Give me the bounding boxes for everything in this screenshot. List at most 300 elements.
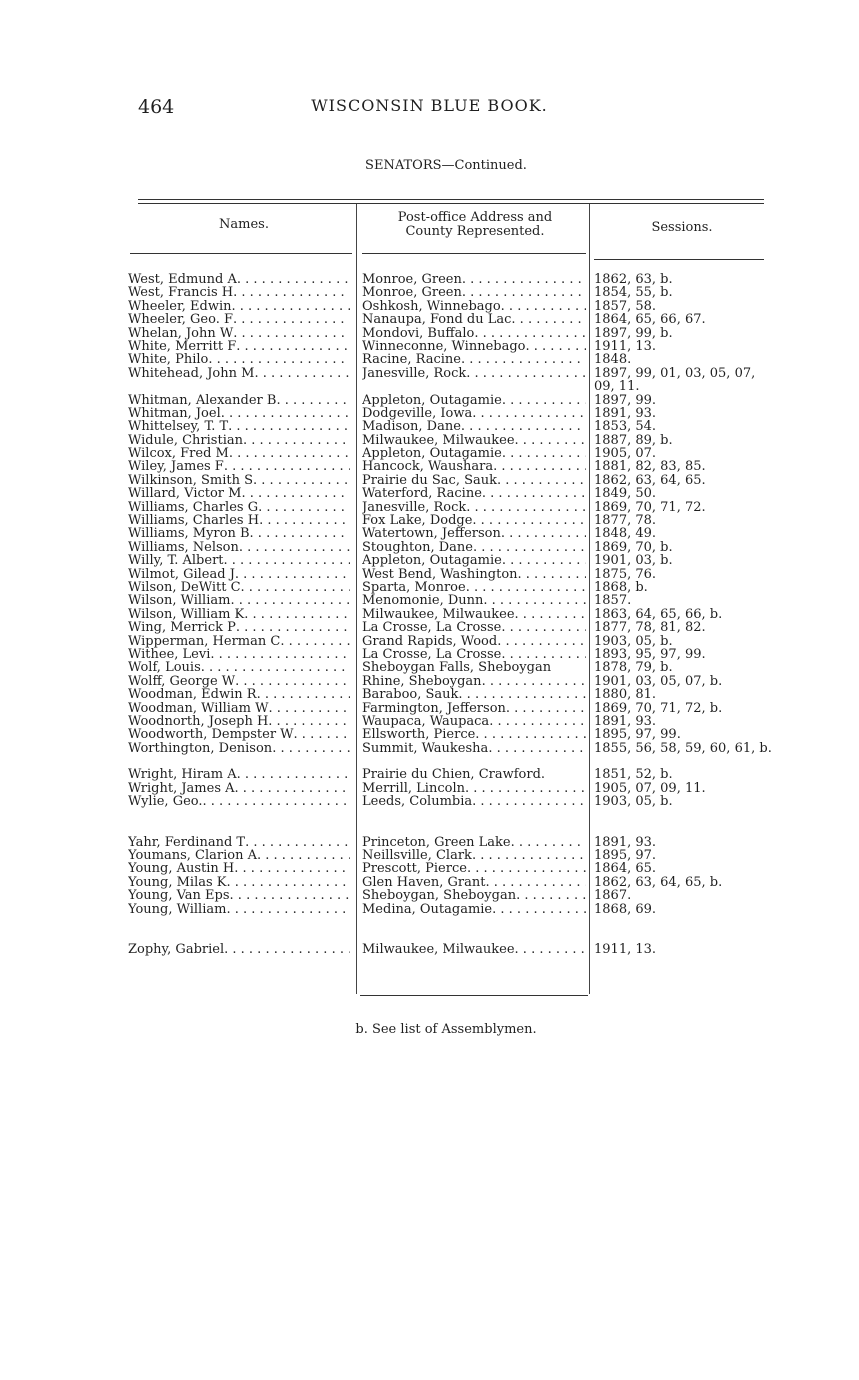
senator-sessions: 1848, 49.	[594, 527, 657, 541]
senator-address	[362, 527, 586, 540]
dot-leader	[224, 554, 350, 567]
senator-address-text: Neillsville, Clark	[362, 849, 472, 863]
senator-address-text: Nanaupa, Fond du Lac	[362, 313, 512, 327]
senator-address	[362, 353, 586, 366]
senator-name	[128, 554, 350, 567]
senator-name-text: Wilson, William	[128, 594, 231, 608]
senator-address	[362, 688, 586, 701]
senator-name	[128, 367, 350, 380]
senator-address-text: Appleton, Outagamie	[362, 447, 502, 461]
dot-leader	[462, 273, 586, 286]
senator-address	[362, 541, 586, 554]
senator-address: Prairie du Chien, Crawford.	[362, 768, 546, 782]
dot-leader	[243, 434, 350, 447]
dot-leader	[245, 836, 350, 849]
senator-name	[128, 327, 350, 340]
senator-address	[362, 621, 586, 634]
column-divider-2	[589, 204, 590, 994]
senator-name	[128, 474, 350, 487]
senator-sessions: 1857.	[594, 594, 632, 608]
column-divider-1	[356, 204, 357, 994]
table-top-rule	[138, 199, 764, 200]
dot-leader	[482, 487, 586, 500]
senator-address	[362, 460, 586, 473]
dot-leader	[497, 635, 586, 648]
dot-leader	[516, 889, 586, 902]
senator-address	[362, 367, 586, 380]
senator-name	[128, 608, 350, 621]
senator-address	[362, 394, 586, 407]
dot-leader	[472, 849, 586, 862]
senator-name-text: Wilson, DeWitt C	[128, 581, 241, 595]
senator-name-text: Wright, Hiram A	[128, 768, 237, 782]
dot-leader	[518, 568, 586, 581]
senator-address-text: Waupaca, Waupaca	[362, 714, 490, 729]
dot-leader	[235, 675, 350, 688]
senator-name-text: Williams, Nelson	[128, 540, 239, 555]
dot-leader	[501, 527, 586, 540]
senator-address-text: Menomonie, Dunn	[362, 594, 484, 608]
senator-address	[362, 594, 586, 607]
senator-sessions: 1901, 03, b.	[594, 554, 673, 568]
senator-name-text: West, Edmund A	[128, 273, 237, 287]
senator-address-text: Baraboo, Sauk	[362, 688, 459, 702]
senator-sessions: 1869, 70, b.	[594, 540, 673, 555]
senator-name	[128, 715, 350, 728]
senator-sessions: 1857, 58.	[594, 299, 657, 314]
header-rule-sessions	[594, 259, 764, 260]
dot-leader	[208, 353, 350, 366]
senator-name	[128, 594, 350, 607]
senator-name	[128, 836, 350, 849]
senator-address-text: Leeds, Columbia	[362, 795, 473, 809]
dot-leader	[475, 728, 586, 741]
senator-name-text: Williams, Myron B	[128, 527, 250, 541]
senator-name	[128, 447, 350, 460]
senator-sessions: 1867.	[594, 889, 632, 903]
dot-leader	[226, 903, 350, 916]
senator-sessions: 1855, 56, 58, 59, 60, 61, b.	[594, 741, 772, 756]
senator-address	[362, 581, 586, 594]
senator-address-text: Medina, Outagamie	[362, 902, 493, 917]
dot-leader	[492, 903, 586, 916]
senator-name-text: Wilson, William K	[128, 607, 245, 622]
senator-name	[128, 943, 350, 956]
dot-leader	[244, 608, 350, 621]
dot-leader	[501, 621, 586, 634]
dot-leader	[254, 367, 350, 380]
senator-name-text: Williams, Charles H	[128, 514, 260, 528]
dot-leader	[239, 541, 350, 554]
senator-name-text: Wilcox, Fred M	[128, 447, 229, 461]
dot-leader	[515, 943, 586, 956]
dot-leader	[228, 420, 350, 433]
senator-address	[362, 742, 586, 755]
senator-name-text: White, Philo	[128, 353, 209, 367]
senator-address	[362, 313, 586, 326]
dot-leader	[489, 715, 586, 728]
senator-sessions: 1868, 69.	[594, 902, 657, 917]
senator-address-text: Winneconne, Winnebago	[362, 339, 526, 354]
dot-leader	[235, 782, 350, 795]
senator-address	[362, 300, 586, 313]
senator-name	[128, 688, 350, 701]
senator-address	[362, 514, 586, 527]
senator-address	[362, 608, 586, 621]
senator-name-text: Wilmot, Gilead J	[128, 567, 235, 582]
senator-address	[362, 715, 586, 728]
page-number: 464	[138, 96, 175, 118]
senator-name	[128, 648, 350, 661]
dot-leader	[241, 581, 350, 594]
dot-leader	[462, 286, 586, 299]
senator-sessions: 1877, 78, 81, 82.	[594, 621, 706, 635]
senator-address	[362, 474, 586, 487]
senator-address-text: Janesville, Rock	[362, 500, 467, 515]
senator-name-text: Wiley, James F	[128, 460, 224, 474]
dot-leader	[497, 474, 586, 487]
senator-name	[128, 661, 350, 674]
senator-sessions: 1851, 52, b.	[594, 768, 673, 782]
dot-leader	[472, 514, 586, 527]
dot-leader	[221, 407, 350, 420]
senator-address	[362, 407, 586, 420]
senator-name-text: Wylie, Geo.	[128, 795, 203, 809]
senator-name	[128, 501, 350, 514]
senator-name-text: Whelan, John W	[128, 326, 234, 340]
senator-address	[362, 675, 586, 688]
dot-leader	[257, 849, 350, 862]
senator-address-text: Racine, Racine	[362, 353, 461, 367]
dot-leader	[227, 876, 350, 889]
senator-name-text: Young, Milas K	[128, 875, 227, 890]
senator-sessions: 1891, 93.	[594, 835, 657, 850]
column-header-names: Names.	[219, 217, 269, 232]
senator-sessions: 1897, 99, b.	[594, 326, 673, 340]
dot-leader	[201, 661, 350, 674]
senator-address: Sheboygan Falls, Sheboygan	[362, 661, 552, 675]
senator-address-text: Milwaukee, Milwaukee	[362, 607, 515, 622]
senator-name	[128, 514, 350, 527]
senator-name-text: Widule, Christian	[128, 433, 243, 448]
senator-address-text: West Bend, Washington	[362, 567, 518, 582]
dot-leader	[258, 501, 350, 514]
senator-name	[128, 675, 350, 688]
dot-leader	[237, 768, 350, 781]
senator-name	[128, 394, 350, 407]
senator-address-text: Sheboygan, Sheboygan	[362, 889, 517, 903]
senator-sessions: 1911, 13.	[594, 339, 657, 354]
senator-name	[128, 541, 350, 554]
senator-sessions: 1868, b.	[594, 581, 648, 595]
senator-sessions: 1903, 05, b.	[594, 634, 673, 648]
senator-address-text: Janesville, Rock	[362, 366, 467, 381]
senator-name-text: Young, Austin H	[128, 862, 235, 876]
dot-leader	[268, 715, 350, 728]
dot-leader	[280, 635, 350, 648]
senator-address-text: Glen Haven, Grant	[362, 875, 486, 890]
senator-sessions: 1869, 70, 71, 72.	[594, 500, 706, 515]
senator-name-text: Wheeler, Geo. F	[128, 313, 233, 327]
senator-address	[362, 648, 586, 661]
senator-address	[362, 554, 586, 567]
senator-address-text: Appleton, Outagamie	[362, 554, 502, 568]
senator-address-text: Milwaukee, Milwaukee	[362, 433, 515, 448]
dot-leader	[233, 313, 350, 326]
senator-address	[362, 635, 586, 648]
senator-sessions: 1864, 65.	[594, 862, 657, 876]
dot-leader	[259, 514, 350, 527]
senator-name	[128, 273, 350, 286]
dot-leader	[232, 300, 351, 313]
dot-leader	[472, 795, 586, 808]
senator-sessions: 1862, 63, 64, 65, b.	[594, 875, 723, 890]
senator-address	[362, 434, 586, 447]
senator-name	[128, 434, 350, 447]
senator-name	[128, 795, 350, 808]
senator-name-text: West, Francis H	[128, 286, 234, 300]
section-title: SENATORS—Continued.	[365, 158, 527, 173]
senator-name	[128, 407, 350, 420]
senator-name	[128, 286, 350, 299]
senator-address-text: Milwaukee, Milwaukee	[362, 943, 515, 957]
senator-address-text: Fox Lake, Dodge	[362, 514, 473, 528]
senator-address-text: La Crosse, La Crosse	[362, 647, 502, 662]
dot-leader	[502, 554, 586, 567]
header-rule-names	[130, 253, 352, 254]
senator-address	[362, 728, 586, 741]
dot-leader	[253, 474, 350, 487]
senator-name	[128, 527, 350, 540]
senator-name-text: Willy, T. Albert	[128, 554, 224, 568]
senator-sessions: 1877, 78.	[594, 514, 657, 528]
senator-address-text: Waterford, Racine	[362, 487, 482, 501]
senator-sessions: 1895, 97, 99.	[594, 728, 681, 742]
senator-name-text: Young, William	[128, 902, 227, 917]
dot-leader	[473, 541, 586, 554]
senator-name	[128, 635, 350, 648]
senator-address-text: Prescott, Pierce	[362, 862, 467, 876]
senator-address	[362, 795, 586, 808]
senator-sessions: 1875, 76.	[594, 567, 657, 582]
senator-address-text: Hancock, Waushara	[362, 460, 494, 474]
dot-leader	[294, 728, 350, 741]
senator-address-text: Ellsworth, Pierce	[362, 728, 476, 742]
senator-address	[362, 420, 586, 433]
senator-name-text: Wheeler, Edwin	[128, 299, 232, 314]
column-header-address-line1: Post-office Address and	[397, 210, 553, 225]
senator-name-text: Withee, Levi	[128, 647, 211, 662]
senator-sessions: 1862, 63, b.	[594, 273, 673, 287]
senator-address-text: Merrill, Lincoln	[362, 781, 465, 796]
senator-sessions: 1862, 63, 64, 65.	[594, 473, 706, 488]
dot-leader	[237, 273, 350, 286]
senator-name-text: Worthington, Denison	[128, 741, 273, 756]
senator-address-text: Monroe, Green	[362, 273, 462, 287]
senator-name-text: Young, Van Eps	[128, 889, 230, 903]
senator-address	[362, 889, 586, 902]
dot-leader	[515, 434, 586, 447]
running-title: WISCONSIN BLUE BOOK.	[311, 96, 548, 115]
senator-sessions: 1848.	[594, 353, 632, 367]
dot-leader	[236, 621, 350, 634]
dot-leader	[233, 286, 350, 299]
senator-address	[362, 327, 586, 340]
senator-name	[128, 340, 350, 353]
dot-leader	[485, 876, 586, 889]
senator-name	[128, 862, 350, 875]
senator-name-text: White, Merritt F	[128, 339, 237, 354]
dot-leader	[276, 394, 350, 407]
senator-sessions: 1891, 93.	[594, 406, 657, 421]
senator-address	[362, 286, 586, 299]
dot-leader	[229, 447, 350, 460]
senator-sessions: 1903, 05, b.	[594, 795, 673, 809]
senator-address	[362, 903, 586, 916]
dot-leader	[506, 702, 586, 715]
senator-address	[362, 568, 586, 581]
dot-leader	[511, 313, 586, 326]
senator-name	[128, 768, 350, 781]
dot-leader	[235, 568, 350, 581]
dot-leader	[466, 501, 586, 514]
senator-sessions: 1887, 89, b.	[594, 433, 673, 448]
dot-leader	[461, 420, 586, 433]
senator-sessions: 1897, 99.	[594, 393, 657, 407]
senator-address-text: La Crosse, La Crosse	[362, 621, 502, 635]
dot-leader	[269, 702, 350, 715]
dot-leader	[224, 460, 350, 473]
table-top-rule-inner	[138, 203, 764, 204]
senator-name-text: Whitman, Joel	[128, 406, 221, 421]
senator-address-text: Appleton, Outagamie	[362, 393, 502, 407]
senator-name-text: Willard, Victor M	[128, 487, 242, 501]
senator-name-text: Wipperman, Herman C	[128, 634, 281, 648]
senator-address-text: Stoughton, Dane	[362, 540, 473, 555]
senator-name-text: Wright, James A	[128, 781, 235, 796]
column-header-sessions: Sessions.	[651, 220, 713, 235]
senator-sessions: 1911, 13.	[594, 943, 657, 957]
senator-name	[128, 460, 350, 473]
senator-sessions: 1849, 50.	[594, 487, 657, 501]
senator-name-text: Woodnorth, Joseph H	[128, 714, 269, 729]
dot-leader	[224, 943, 350, 956]
senator-sessions: 1881, 82, 83, 85.	[594, 460, 706, 474]
senator-address-text: Farmington, Jefferson	[362, 701, 506, 715]
senator-address-text: Sparta, Monroe	[362, 581, 466, 595]
senator-sessions: 1901, 03, 05, 07, b.	[594, 674, 723, 689]
senator-address-text: Mondovi, Buffalo	[362, 326, 475, 340]
senator-address	[362, 340, 586, 353]
senator-name-text: Whittelsey, T. T	[128, 420, 229, 434]
dot-leader	[515, 608, 586, 621]
senator-name	[128, 568, 350, 581]
dot-leader	[236, 340, 350, 353]
dot-leader	[461, 353, 586, 366]
senator-address-text: Princeton, Green Lake	[362, 835, 511, 850]
dot-leader	[526, 340, 587, 353]
dot-leader	[482, 675, 586, 688]
senator-name	[128, 742, 350, 755]
dot-leader	[501, 648, 586, 661]
senator-sessions: 1905, 07.	[594, 447, 657, 461]
senator-sessions: 1854, 55, b.	[594, 286, 673, 300]
senator-address	[362, 876, 586, 889]
senator-sessions: 1895, 97.	[594, 849, 657, 863]
dot-leader	[465, 782, 586, 795]
dot-leader	[458, 688, 586, 701]
senator-name-text: Whitman, Alexander B	[128, 393, 277, 407]
dot-leader	[502, 394, 586, 407]
header-rule-address	[362, 253, 586, 254]
dot-leader	[493, 460, 586, 473]
senator-name	[128, 487, 350, 500]
senator-name-text: Youmans, Clarion A	[128, 849, 257, 863]
dot-leader	[472, 407, 586, 420]
dot-leader	[502, 447, 586, 460]
dot-leader	[483, 594, 586, 607]
senator-name-text: Wolff, George W	[128, 674, 236, 689]
senator-address-text: Watertown, Jefferson	[362, 527, 501, 541]
senator-name-text: Yahr, Ferdinand T	[128, 835, 246, 850]
senator-address	[362, 702, 586, 715]
senator-address	[362, 836, 586, 849]
dot-leader	[466, 367, 586, 380]
senator-sessions: 1905, 07, 09, 11.	[594, 781, 706, 796]
senator-name	[128, 581, 350, 594]
senator-address-text: Summit, Waukesha	[362, 741, 489, 756]
senator-address	[362, 849, 586, 862]
table-bottom-rule	[360, 995, 588, 996]
senator-address-text: Rhine, Sheboygan	[362, 674, 482, 689]
senator-address	[362, 782, 586, 795]
dot-leader	[230, 889, 350, 902]
senator-name	[128, 728, 350, 741]
dot-leader	[234, 862, 350, 875]
dot-leader	[488, 742, 586, 755]
senator-name	[128, 849, 350, 862]
senator-address-text: Grand Rapids, Wood	[362, 634, 498, 648]
senator-name-text: Zophy, Gabriel	[128, 943, 225, 957]
senator-sessions: 1893, 95, 97, 99.	[594, 647, 706, 662]
senator-address	[362, 501, 586, 514]
senator-name	[128, 353, 350, 366]
dot-leader	[501, 300, 586, 313]
senator-sessions: 1897, 99, 01, 03, 05, 07, 09, 11.	[594, 366, 756, 394]
senator-name-text: Wing, Merrick P	[128, 621, 236, 635]
senator-name	[128, 876, 350, 889]
dot-leader	[467, 862, 586, 875]
dot-leader	[203, 795, 350, 808]
senator-address-text: Oshkosh, Winnebago	[362, 299, 501, 314]
dot-leader	[272, 742, 350, 755]
footnote: b. See list of Assemblymen.	[355, 1022, 537, 1037]
senator-name-text: Williams, Charles G	[128, 500, 259, 515]
senator-address-text: Prairie du Sac, Sauk	[362, 473, 498, 488]
senator-name	[128, 313, 350, 326]
dot-leader	[250, 527, 350, 540]
senator-name	[128, 889, 350, 902]
senator-address-text: Madison, Dane	[362, 420, 461, 434]
column-header-address-line2: County Represented.	[405, 224, 545, 239]
senator-sessions: 1863, 64, 65, 66, b.	[594, 607, 723, 622]
senator-address	[362, 943, 586, 956]
senator-sessions: 1869, 70, 71, 72, b.	[594, 701, 723, 715]
senator-address	[362, 487, 586, 500]
senator-address-text: Monroe, Green	[362, 286, 462, 300]
senator-address	[362, 447, 586, 460]
senator-address-text: Dodgeville, Iowa	[362, 406, 473, 421]
